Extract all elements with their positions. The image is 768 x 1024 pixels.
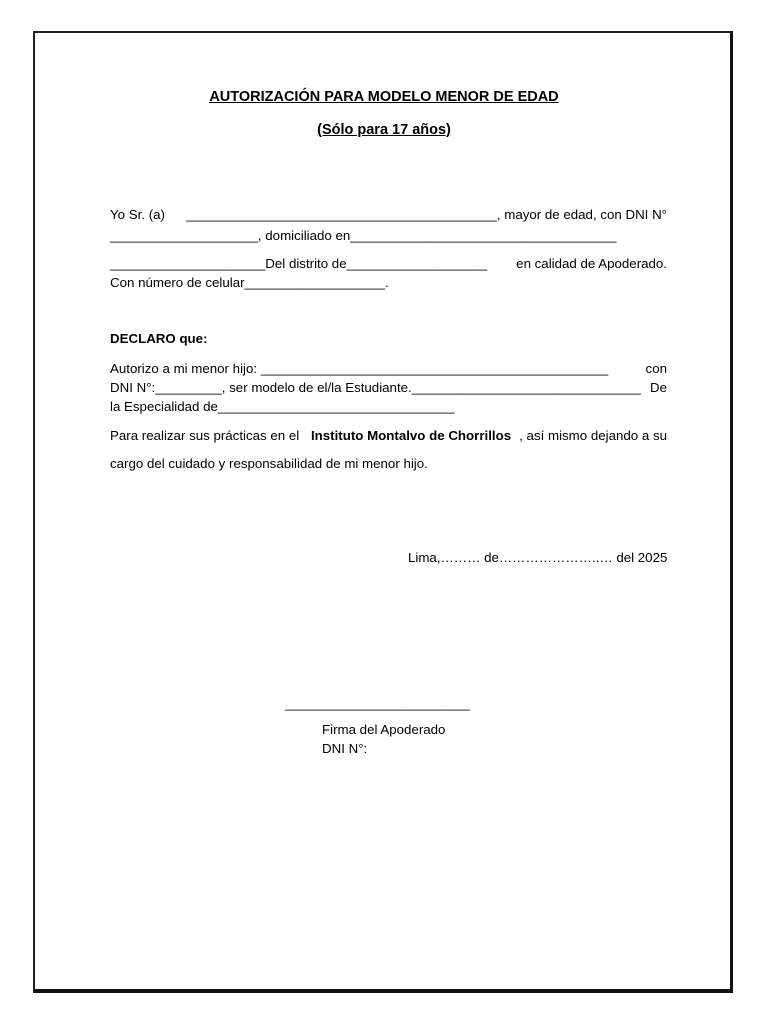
institute-name: Instituto Montalvo de Chorrillos — [310, 428, 512, 443]
p1-line3-b: en calidad de Apoderado. — [516, 256, 667, 271]
p3-line1-pre: Para realizar sus prácticas en el — [110, 428, 303, 443]
p2-line1-b: con — [645, 361, 667, 376]
p2-line1-a: Autorizo a mi menor hijo: _______________________________________________ — [110, 361, 609, 376]
p1-line3-a: _____________________Del distrito de___________________ — [110, 256, 488, 271]
p3-line1-post: , así mismo dejando a su — [519, 428, 667, 443]
p1-line2: ____________________, domiciliado en____________________________________ — [110, 228, 617, 243]
p2-line2-a: DNI N°:_________, ser modelo de el/la Estudiante._______________________________ — [110, 380, 641, 395]
p1-line1-b: __________________________________________, mayor de edad, con DNI N° — [186, 207, 667, 222]
p2-line1 — [110, 361, 667, 377]
page-border — [33, 31, 733, 993]
date-line: Lima,……… de…………………..… del 2025 — [408, 550, 668, 565]
signature-dni: DNI N°: — [322, 741, 368, 756]
p1-line3 — [110, 256, 667, 272]
document-subtitle: (Sólo para 17 años) — [317, 122, 451, 138]
p1-line1-a: Yo Sr. (a) — [110, 207, 165, 222]
p1-line1 — [110, 207, 667, 223]
p2-line2 — [110, 380, 667, 396]
signature-label: Firma del Apoderado — [322, 722, 446, 737]
signature-line: _________________________ — [285, 696, 470, 711]
p2-line2-b: De — [650, 380, 667, 395]
document-title: AUTORIZACIÓN PARA MODELO MENOR DE EDAD — [209, 89, 559, 105]
p1-line4: Con número de celular___________________. — [110, 275, 389, 290]
declaro-heading: DECLARO que: — [110, 331, 208, 346]
p2-line3: la Especialidad de________________________________ — [110, 399, 455, 414]
p3-line2: cargo del cuidado y responsabilidad de mi menor hijo. — [110, 456, 428, 471]
p3-line1 — [110, 428, 667, 444]
